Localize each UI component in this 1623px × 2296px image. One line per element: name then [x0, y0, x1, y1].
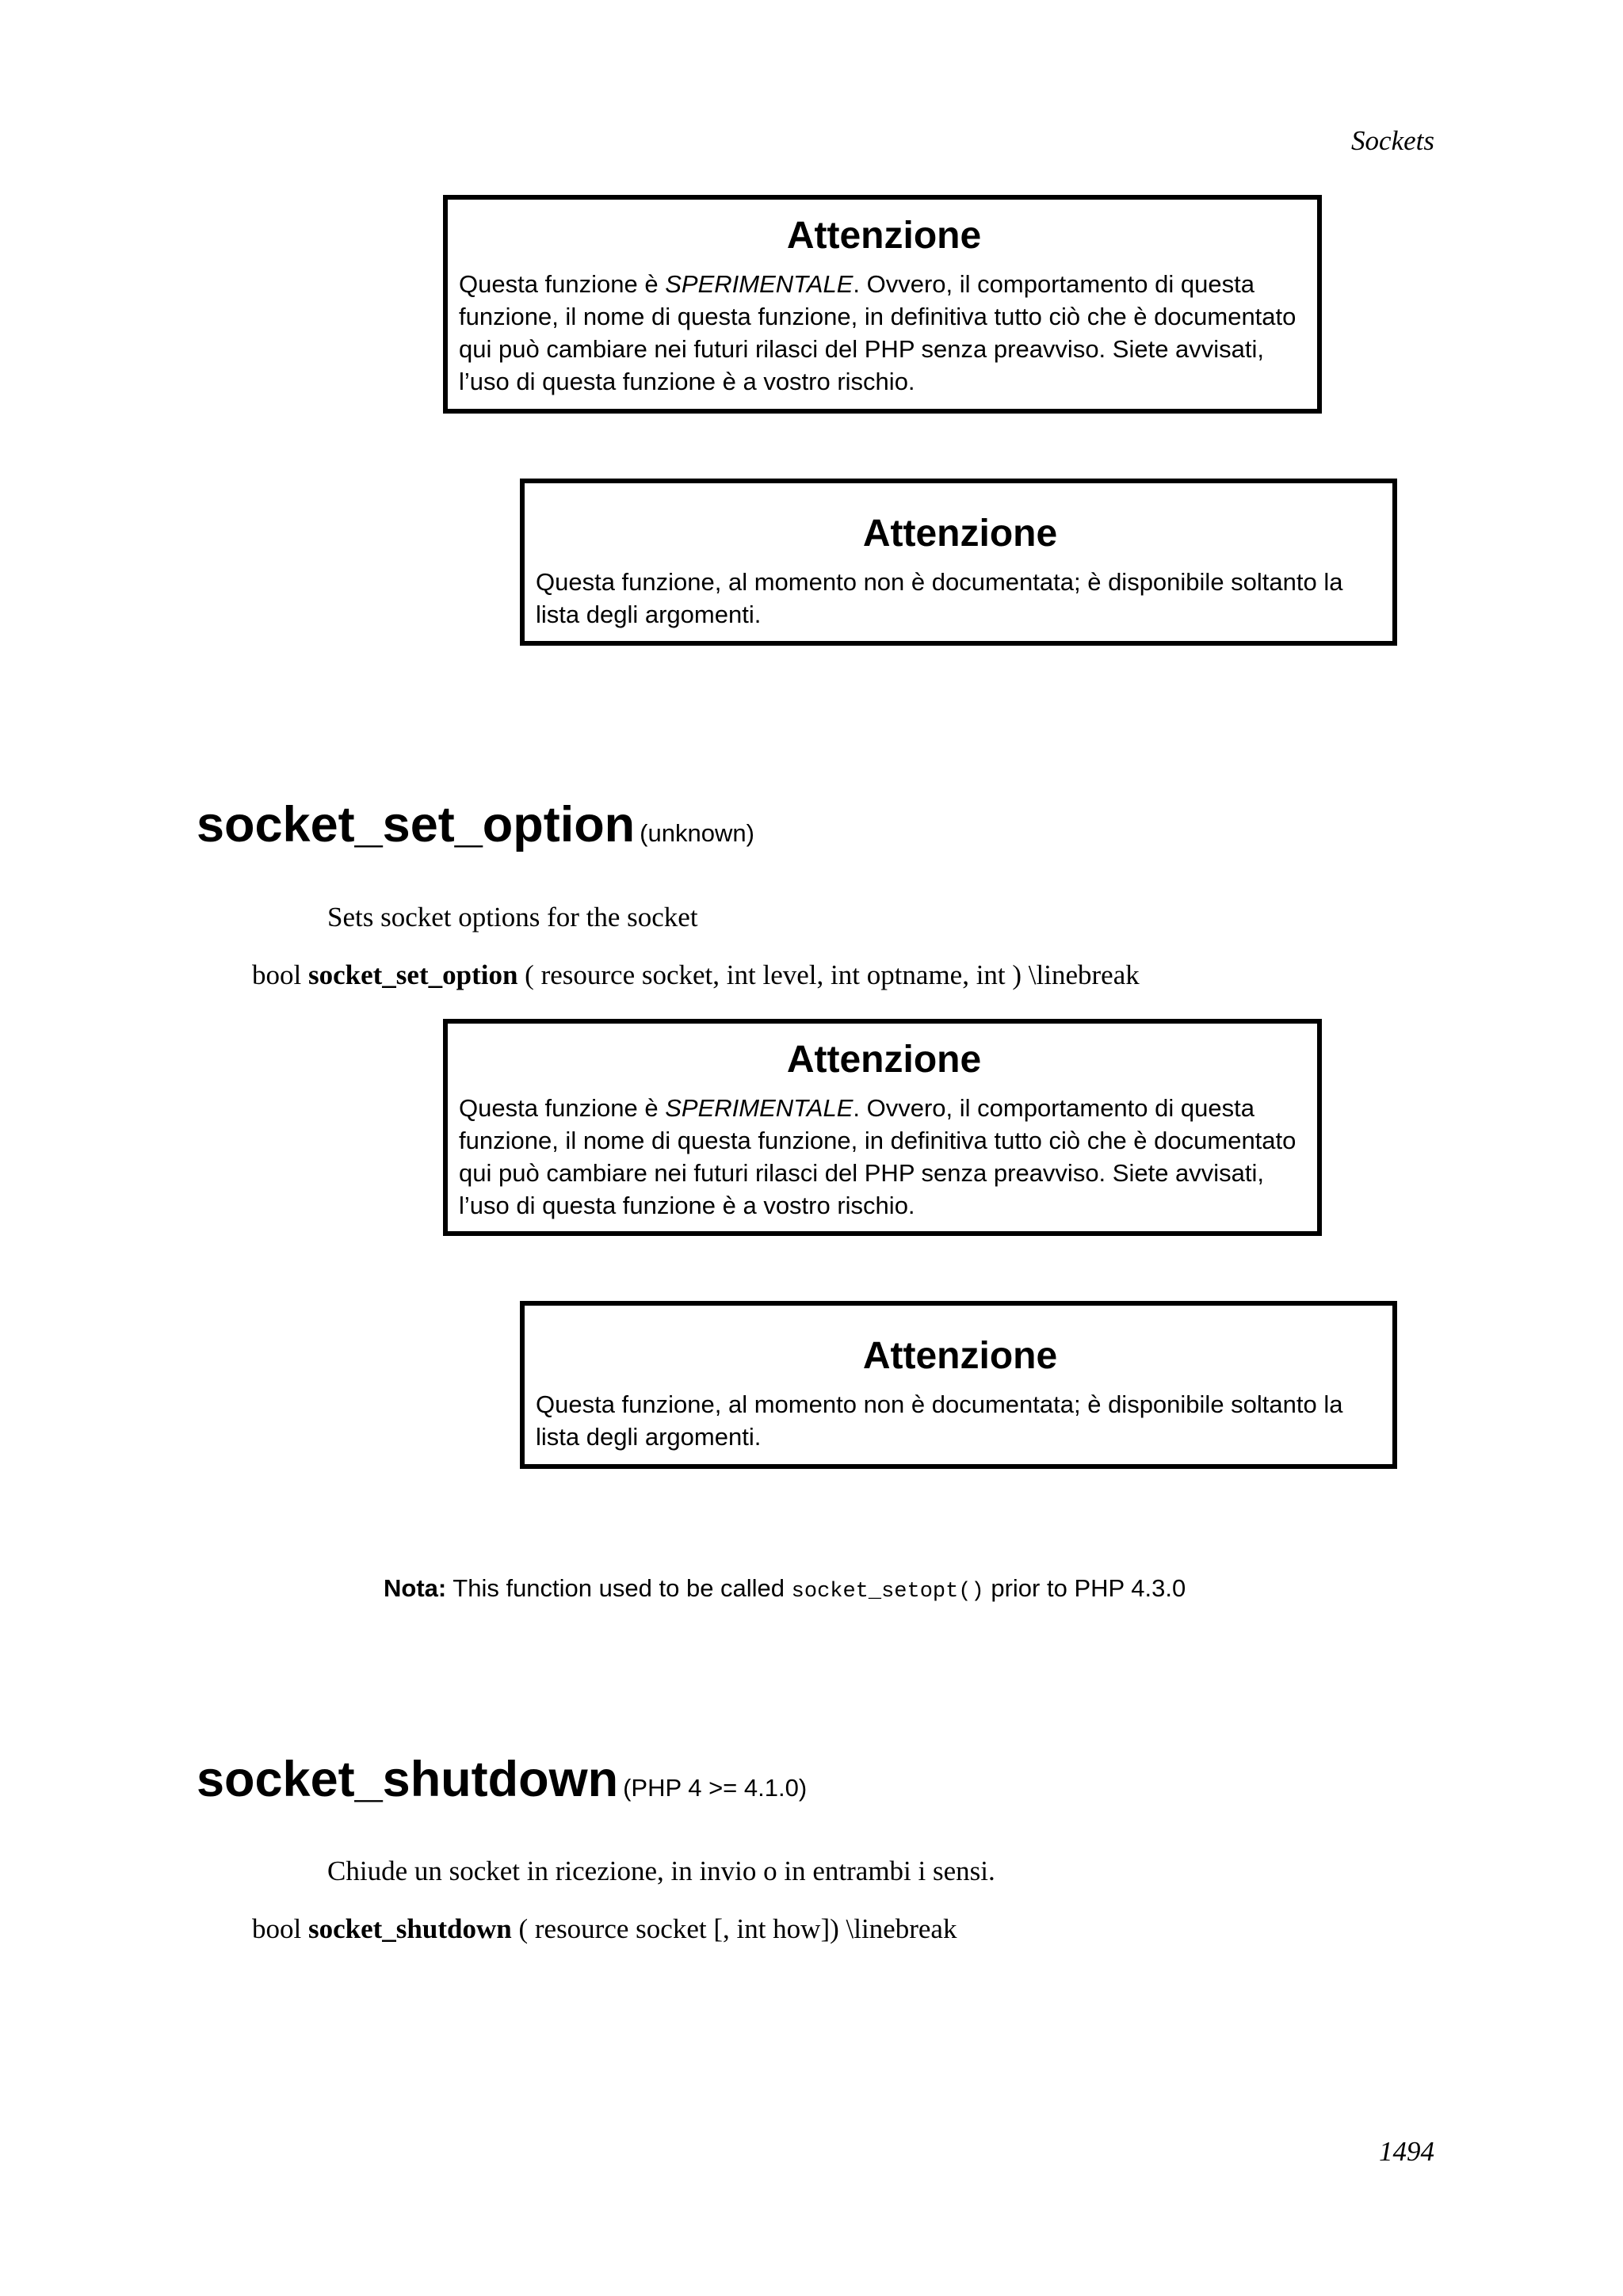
page-number: 1494 [1379, 2136, 1434, 2167]
function-heading [197, 797, 754, 852]
prototype-function-name: socket_set_option [307, 959, 518, 990]
warning-text: Questa funzione è SPERIMENTALE. Ovvero, il comportamento di questa funzione, il nome di questa funzione, in definitiva tutto ciò che è documentato qui può cambiare nei futuri rilasci del PHP senza preavviso. Siete avvisati, l’uso di questa funzione è a vostro rischio. [459, 1094, 1296, 1219]
note-code: socket_setopt() [791, 1580, 984, 1604]
note-label: Nota: [384, 1574, 447, 1602]
function-version: (PHP 4 >= 4.1.0) [623, 1774, 808, 1802]
function-version: (unknown) [640, 819, 754, 847]
function-description: Sets socket options for the socket [327, 902, 698, 933]
warning-title: Attenzione [862, 1335, 1058, 1377]
note: Nota: This function used to be called socket_setopt() prior to PHP 4.3.0 [384, 1574, 1186, 1604]
warning-title: Attenzione [786, 215, 982, 257]
function-name: socket_shutdown [197, 1752, 619, 1807]
function-name: socket_set_option [197, 797, 636, 852]
warning-text: Questa funzione è SPERIMENTALE. Ovvero, il comportamento di questa funzione, il nome di questa funzione, in definitiva tutto ciò che è documentato qui può cambiare nei futuri rilasci del PHP senza preavviso. Siete avvisati, l’uso di questa funzione è a vostro rischio. [459, 270, 1296, 395]
warning-title: Attenzione [786, 1039, 982, 1081]
experimental-warning-box [443, 195, 1322, 414]
function-prototype: bool socket_shutdown ( resource socket [, int how]) \linebreak [252, 1913, 957, 1944]
function-heading [197, 1752, 808, 1807]
experimental-warning-box [443, 1019, 1322, 1236]
warning-title: Attenzione [862, 513, 1058, 555]
prototype-function-name: socket_shutdown [307, 1913, 512, 1944]
function-description: Chiude un socket in ricezione, in invio o in entrambi i sensi. [327, 1855, 995, 1886]
undocumented-warning-box [520, 1301, 1397, 1469]
warning-text: Questa funzione, al momento non è documentata; è disponibile soltanto la lista degli argomenti. [536, 568, 1343, 628]
warning-text: Questa funzione, al momento non è documentata; è disponibile soltanto la lista degli argomenti. [536, 1390, 1343, 1451]
function-prototype: bool socket_set_option ( resource socket, int level, int optname, int ) \linebreak [252, 959, 1140, 990]
undocumented-warning-box [520, 479, 1397, 646]
running-header: Sockets [1351, 125, 1434, 156]
